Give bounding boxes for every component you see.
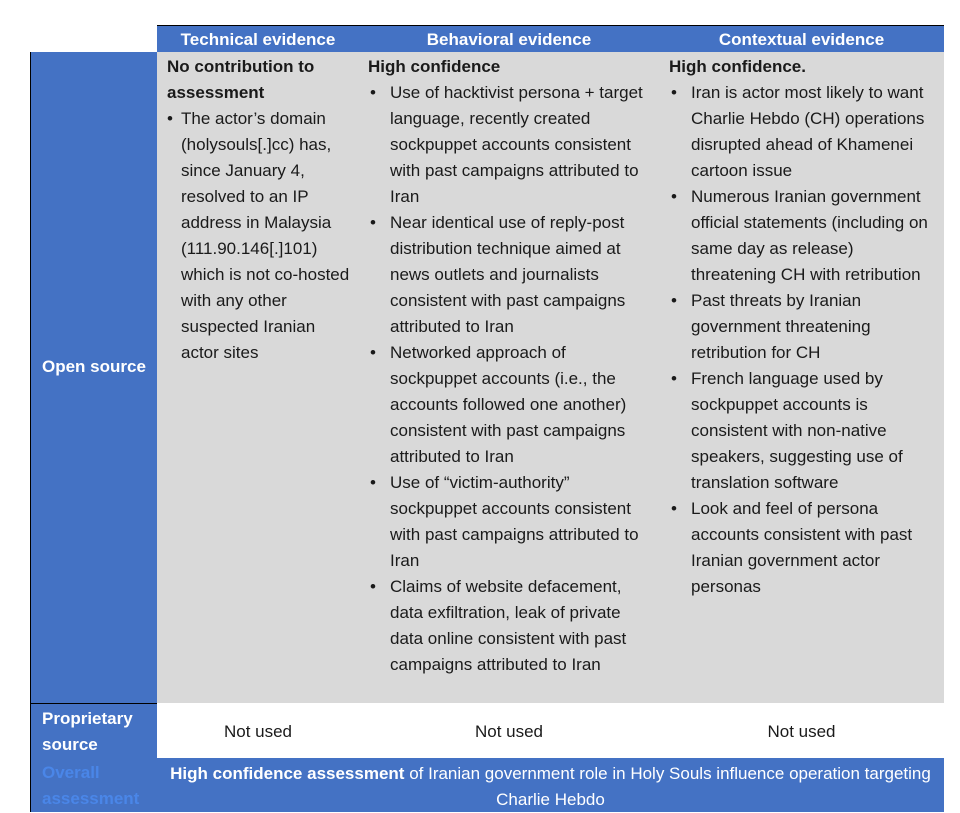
list-item: • French language used by sockpuppet accounts is consistent with non-native speakers, suggesting use of translation software (669, 366, 934, 496)
contextual-evidence-list (669, 80, 934, 600)
row-divider (30, 703, 157, 704)
contextual-evidence-title: High confidence. (669, 57, 806, 76)
overall-assessment-text: of Iranian government role in Holy Souls influence operation targeting Charlie Hebdo (404, 764, 931, 809)
column-header-behavioral: Behavioral evidence (426, 30, 592, 49)
behavioral-evidence-list (368, 80, 654, 678)
contextual-evidence-cell (669, 54, 934, 600)
row-label-overall-assessment: Overall assessment (42, 763, 140, 808)
row-header-column (30, 52, 157, 812)
technical-evidence-cell (167, 54, 351, 366)
column-header-technical: Technical evidence (180, 30, 336, 49)
list-item: • Iran is actor most likely to want Charlie Hebdo (CH) operations disrupted ahead of Khamenei cartoon issue (669, 80, 934, 184)
row-label-open-source: Open source (42, 357, 146, 376)
list-item: • Numerous Iranian government official statements (including on same day as release) threatening CH with retribution (669, 184, 934, 288)
behavioral-evidence-title: High confidence (368, 57, 501, 76)
list-item: • Use of “victim-authority” sockpuppet accounts consistent with past campaigns attributed to Iran (368, 470, 654, 574)
list-item: • Near identical use of reply-post distribution technique aimed at news outlets and journalists consistent with past campaigns attributed to Iran (368, 210, 654, 340)
overall-assessment-bold: High confidence assessment (170, 764, 405, 783)
list-item: • The actor’s domain (holysouls[.]cc) has, since January 4, resolved to an IP address in Malaysia (111.90.146[.]101) which is not co-hosted with any other suspected Iranian actor sites (167, 106, 351, 366)
list-item: • Use of hacktivist persona + target language, recently created sockpuppet accounts consistent with past campaigns attributed to Iran (368, 80, 654, 210)
proprietary-behavioral-cell: Not used (474, 722, 544, 741)
list-item: • Networked approach of sockpuppet accounts (i.e., the accounts followed one another) consistent with past campaigns attributed to Iran (368, 340, 654, 470)
list-item: • Claims of website defacement, data exfiltration, leak of private data online consistent with past campaigns attributed to Iran (368, 574, 654, 678)
row-label-proprietary-source: Proprietary source (42, 709, 133, 754)
column-header-contextual: Contextual evidence (718, 30, 885, 49)
list-item: • Past threats by Iranian government threatening retribution for CH (669, 288, 934, 366)
proprietary-contextual-cell: Not used (767, 722, 836, 741)
technical-evidence-title: No contribution to assessment (167, 57, 315, 102)
technical-evidence-list (167, 106, 351, 366)
list-item: • Look and feel of persona accounts consistent with past Iranian government actor personas (669, 496, 934, 600)
proprietary-technical-cell: Not used (223, 722, 293, 741)
behavioral-evidence-cell (368, 54, 654, 678)
overall-assessment-cell (157, 758, 944, 812)
